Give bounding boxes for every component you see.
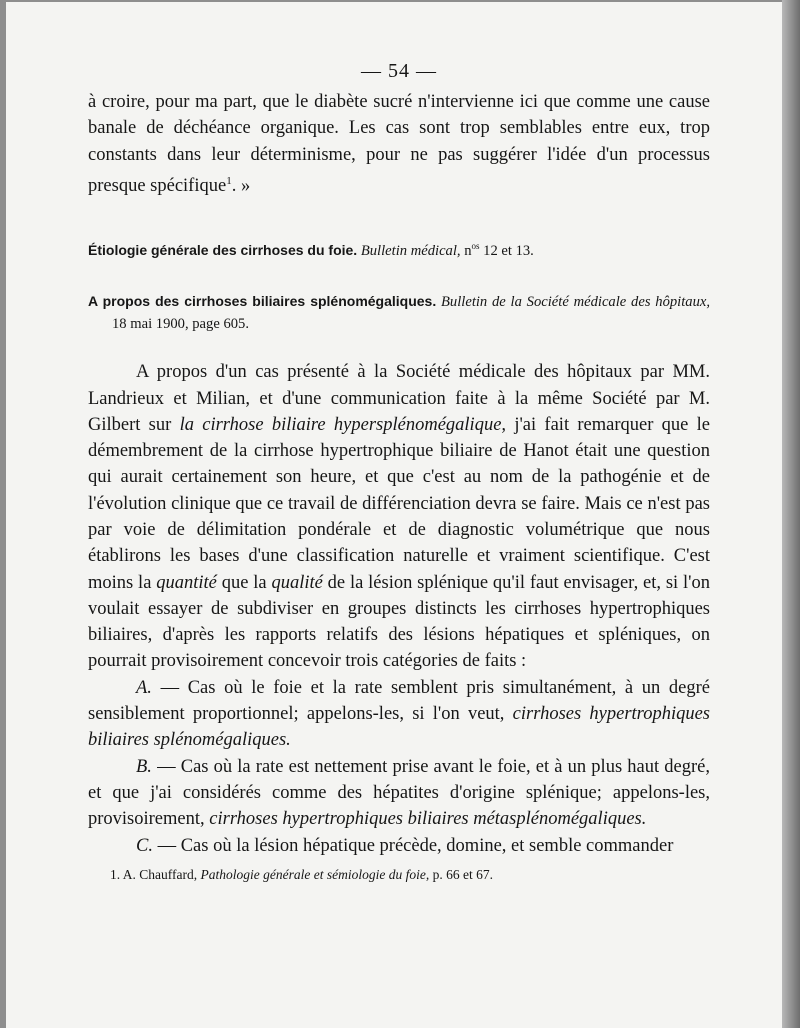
main-paragraph: A propos d'un cas présenté à la Société médicale des hôpitaux par MM. Landrieux et Milian, et d'une communication faite à la même Société par M. Gilbert sur la cirrhose biliaire hypersplénomégalique, j'ai fait remarquer que le démembrement de la cirrhose hypertrophique biliaire de Hanot était une question qui aurait certainement son heure, et que c'est au nom de la pathogénie et de l'évolution clinique que ce travail de différenciation devra se faire. Mais ce n'est pas par voie de délimitation pondérale et de diagnostic volumétrique que nous établirons les bases d'une classification naturelle et vraiment scientifique. C'est moins la quantité que la qualité de la lésion splénique qu'il faut envisager, et, si l'on voulait essayer de subdiviser en groupes distincts les cirrhoses hypertrophiques biliaires, d'après les rapports relatifs des lésions hépatiques et spléniques, on pourrait provisoirement concevoir trois catégories de faits : — [88, 362, 710, 672]
footnote-marker: 1 — [226, 174, 232, 187]
page-content — [88, 60, 710, 885]
bibliography-entry-1: Étiologie générale des cirrhoses du foie. Bulletin médical, $n^{os}$ 12 et 13. — [88, 241, 534, 260]
page-edge-shadow — [782, 0, 800, 1028]
case-c: C. — Cas où la lésion hépatique précède, domine, et semble commander — [136, 835, 674, 856]
entry-journal: Bulletin de la Société médicale des hôpitaux, — [441, 294, 710, 311]
footnote: 1. A. Chauffard, Pathologie générale et sémiologie du foie, p. 66 et 67. — [110, 866, 493, 882]
entry-journal: Bulletin médical, — [360, 243, 461, 260]
case-a: A. — Cas où le foie et la rate semblent pris simultanément, à un degré sensiblement proportionnel; appelons-les, si l'on veut, cirrhoses hypertrophiques biliaires splénomégaliques. — [88, 677, 710, 751]
case-letter: B. — [136, 756, 152, 777]
case-letter: A. — [136, 677, 152, 698]
entry-title: A propos des cirrhoses biliaires splénomégaliques. — [88, 293, 437, 310]
case-letter: C. — [136, 835, 153, 856]
bibliography-entry-2: A propos des cirrhoses biliaires splénomégaliques. Bulletin de la Société médicale des hôpitaux, 18 mai 1900, page 605. — [88, 293, 710, 333]
entry-title: Étiologie générale des cirrhoses du foie. — [88, 242, 358, 259]
page-number: — 54 — — [361, 60, 437, 82]
case-b: B. — Cas où la rate est nettement prise avant le foie, et à un plus haut degré, et que j'ai considérés comme des hépatites d'origine splénique; appelons-les, provisoirement, cirrhoses hypertrophiques biliaires métasplénomégaliques. — [88, 756, 710, 830]
document-page — [6, 2, 782, 1028]
paragraph-continuation: à croire, pour ma part, que le diabète sucré n'intervienne ici que comme une cause banale de déchéance organique. Les cas sont trop semblables entre eux, trop constants dans leur déterminisme, pour ne pas suggérer l'idée d'un processus presque spécifique$^1$. » — [88, 92, 710, 197]
